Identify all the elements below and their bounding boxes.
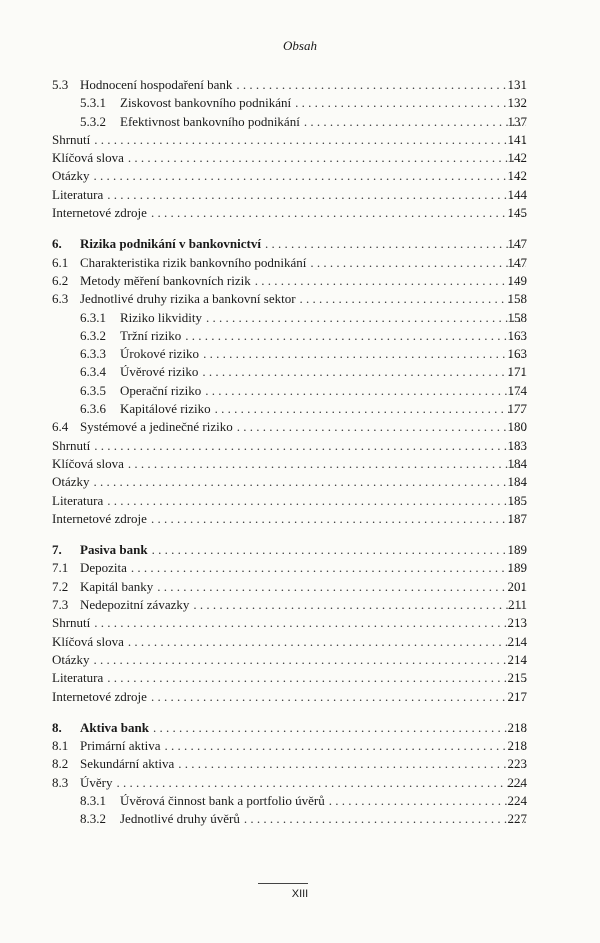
toc-entry-title: Jednotlivé druhy rizika a bankovní sektor (80, 291, 296, 307)
toc-entry-row (0, 578, 600, 596)
toc-entry-row (0, 290, 600, 308)
toc-entry-number: 6.3 (52, 291, 69, 307)
toc-entry-page: 131 (507, 77, 527, 92)
toc-entry-row (0, 327, 600, 345)
toc-entry-title: Jednotlivé druhy úvěrů (120, 811, 240, 827)
toc-entry-title: Shrnutí (52, 437, 91, 453)
toc-entry-title: Efektivnost bankovního podnikání (120, 113, 300, 129)
toc-entry-number: 7. (52, 542, 62, 558)
toc-entry-title: Rizika podnikání v bankovnictví (80, 236, 261, 252)
toc-entry-page: 147 (507, 236, 527, 252)
dot-leader (117, 774, 527, 792)
toc-entry-row (0, 792, 600, 810)
toc-entry-number: 6.3.3 (80, 346, 106, 362)
toc-entry-page: 218 (507, 738, 527, 754)
toc-entry-page: 163 (507, 327, 527, 343)
toc-entry-number: 6.1 (52, 254, 69, 270)
toc-entry-page: 185 (507, 492, 527, 508)
toc-entry-number: 8.1 (52, 738, 69, 754)
toc-entry-row (0, 596, 600, 614)
toc-entry-page: 214 (507, 633, 527, 649)
toc-entry-page: 187 (507, 510, 527, 526)
toc-entry-title: Internetové zdroje (52, 205, 147, 221)
page-header: Obsah (283, 38, 317, 53)
toc-entry-title: Depozita (80, 560, 127, 576)
toc-entry-row (0, 614, 600, 632)
toc-entry-row (0, 737, 600, 755)
dot-leader (151, 204, 526, 222)
toc-entry-number: 8.3.1 (80, 792, 106, 808)
toc-entry-title: Otázky (52, 651, 90, 667)
toc-entry-row (0, 669, 600, 687)
toc-entry-row (0, 437, 600, 455)
toc-entry-number: 6. (52, 236, 62, 252)
dot-leader (178, 755, 526, 773)
toc-entry-title: Klíčová slova (52, 150, 124, 166)
dot-leader (128, 633, 526, 651)
toc-entry-row (0, 559, 600, 577)
dot-leader (193, 596, 526, 614)
toc-entry-title: Otázky (52, 168, 90, 184)
toc-entry-title: Charakteristika rizik bankovního podnikání (80, 254, 307, 270)
toc-entry-page: 224 (507, 774, 527, 790)
toc-entry-number: 8.3.2 (80, 811, 106, 827)
toc-entry-number: 6.3.5 (80, 382, 106, 398)
dot-leader (94, 437, 526, 455)
toc-entry-page: 213 (507, 615, 527, 631)
toc-entry-row (0, 455, 600, 473)
toc-entry-title: Aktiva bank (80, 719, 149, 735)
toc-chapter-row (0, 235, 600, 253)
toc-entry-title: Riziko likvidity (120, 309, 202, 325)
dot-leader (151, 688, 526, 706)
toc-entry-title: Nedepozitní závazky (80, 597, 190, 613)
toc-chapter-row (0, 719, 600, 737)
toc-entry-page: 158 (507, 309, 527, 325)
section-gap (0, 706, 600, 719)
dot-leader (94, 167, 526, 185)
dot-leader (202, 363, 526, 381)
toc-entry-number: 6.3.2 (80, 327, 106, 343)
toc-entry-page: 171 (507, 364, 527, 380)
toc-entry-title: Úvěrové riziko (120, 364, 199, 380)
dot-leader (153, 719, 526, 737)
toc-entry-row (0, 309, 600, 327)
toc-entry-number: 8.3 (52, 774, 69, 790)
toc-entry-page: 183 (507, 437, 527, 453)
toc-entry-page: 174 (507, 382, 527, 398)
toc-entry-number: 8. (52, 719, 62, 735)
toc-entry-number: 6.4 (52, 419, 69, 435)
dot-leader (157, 578, 526, 596)
toc-entry-page: 184 (507, 474, 527, 490)
dot-leader (185, 327, 526, 345)
toc-entry-title: Sekundární aktiva (80, 756, 175, 772)
toc-entry-page: 142 (507, 168, 527, 184)
toc-entry-page: 201 (507, 578, 527, 594)
toc-entry-row (0, 94, 600, 112)
dot-leader (205, 382, 526, 400)
page-number: XIII (291, 888, 309, 900)
toc-entry-title: Systémové a jedinečné riziko (80, 419, 233, 435)
toc-entry-number: 7.1 (52, 560, 69, 576)
toc-entry-title: Úvěrová činnost bank a portfolio úvěrů (120, 792, 325, 808)
toc-entry-title: Hodnocení hospodaření bank (80, 77, 233, 92)
toc-entry-page: 211 (507, 597, 527, 613)
toc-entry-number: 5.3.2 (80, 113, 106, 129)
toc-entry-row (0, 382, 600, 400)
toc-entry-row (0, 688, 600, 706)
dot-leader (131, 559, 526, 577)
toc-entry-page: 218 (507, 719, 527, 735)
footer-rule (258, 883, 308, 884)
toc-entry-page: 149 (507, 272, 527, 288)
toc-entry-title: Klíčová slova (52, 633, 124, 649)
toc-entry-page: 177 (507, 401, 527, 417)
section-gap (0, 222, 600, 235)
toc-entry-title: Literatura (52, 670, 104, 686)
dot-leader (94, 131, 526, 149)
toc-entry-row (0, 149, 600, 167)
toc-entry-page: 142 (507, 150, 527, 166)
toc-entry-title: Primární aktiva (80, 738, 161, 754)
toc-entry-page: 147 (507, 254, 527, 270)
toc-entry-number: 6.3.1 (80, 309, 106, 325)
toc-entry-page: 132 (507, 95, 527, 111)
toc-entry-title: Literatura (52, 492, 104, 508)
toc-entry-row (0, 204, 600, 222)
toc-entry-page: 141 (507, 131, 527, 147)
toc-entry-number: 7.3 (52, 597, 69, 613)
toc-entry-page: 144 (507, 186, 527, 202)
toc-entry-row (0, 113, 600, 131)
toc-entry-row (0, 131, 600, 149)
toc-entry-page: 189 (507, 560, 527, 576)
toc-entry-row (0, 186, 600, 204)
toc-entry-title: Literatura (52, 186, 104, 202)
dot-leader (236, 76, 526, 94)
toc-entry-title: Úrokové riziko (120, 346, 200, 362)
toc-entry-title: Internetové zdroje (52, 510, 147, 526)
toc-entry-number: 8.2 (52, 756, 69, 772)
toc-entry-row (0, 473, 600, 491)
toc-entry-row (0, 810, 600, 828)
dot-leader (244, 810, 526, 828)
toc-entry-page: 137 (507, 113, 527, 129)
dot-leader (107, 186, 526, 204)
toc-entry-title: Shrnutí (52, 615, 91, 631)
toc-entry-row (0, 167, 600, 185)
toc-entry-row (0, 774, 600, 792)
dot-leader (94, 651, 526, 669)
dot-leader (151, 510, 526, 528)
toc-entry-title: Otázky (52, 474, 90, 490)
toc-entry-row (0, 76, 600, 94)
toc-entry-row (0, 345, 600, 363)
section-gap (0, 528, 600, 541)
toc-entry-page: 189 (507, 542, 527, 558)
toc-entry-row (0, 400, 600, 418)
toc-entry-page: 223 (507, 756, 527, 772)
toc-entry-row (0, 254, 600, 272)
toc-entry-row (0, 418, 600, 436)
toc-entry-number: 6.2 (52, 272, 69, 288)
toc-entry-page: 163 (507, 346, 527, 362)
toc-entry-row (0, 633, 600, 651)
toc-entry-number: 7.2 (52, 578, 69, 594)
toc-entry-title: Klíčová slova (52, 455, 124, 471)
dot-leader (107, 492, 526, 510)
toc-entry-page: 180 (507, 419, 527, 435)
toc-entry-title: Ziskovost bankovního podnikání (120, 95, 292, 111)
toc-entry-title: Kapitál banky (80, 578, 154, 594)
dot-leader (128, 455, 526, 473)
toc-entry-title: Operační riziko (120, 382, 202, 398)
toc-entry-row (0, 363, 600, 381)
toc-entry-page: 158 (507, 291, 527, 307)
toc-entry-title: Úvěry (80, 774, 113, 790)
dot-leader (94, 473, 526, 491)
dot-leader (152, 541, 526, 559)
toc-entry-page: 215 (507, 670, 527, 686)
toc-entry-number: 5.3.1 (80, 95, 106, 111)
toc-entry-row (0, 492, 600, 510)
dot-leader (165, 737, 526, 755)
toc-entry-title: Internetové zdroje (52, 688, 147, 704)
dot-leader (203, 345, 526, 363)
toc-entry-number: 6.3.6 (80, 401, 106, 417)
toc-entry-page: 145 (507, 205, 527, 221)
toc-entry-row (0, 755, 600, 773)
toc-entry-row (0, 510, 600, 528)
toc-entry-title: Metody měření bankovních rizik (80, 272, 251, 288)
toc-entry-title: Tržní riziko (120, 327, 182, 343)
dot-leader (94, 614, 526, 632)
toc-entry-page: 224 (507, 792, 527, 808)
dot-leader (215, 400, 526, 418)
dot-leader (255, 272, 526, 290)
dot-leader (237, 418, 526, 436)
toc-entry-row (0, 272, 600, 290)
toc-entry-title: Shrnutí (52, 131, 91, 147)
toc-entry-number: 5.3 (52, 77, 69, 92)
toc-entry-title: Kapitálové riziko (120, 401, 211, 417)
toc-entry-page: 217 (507, 688, 527, 704)
toc-entry-row (0, 651, 600, 669)
toc-entry-number: 6.3.4 (80, 364, 106, 380)
dot-leader (128, 149, 526, 167)
toc-entry-page: 184 (507, 455, 527, 471)
toc-entry-title: Pasiva bank (80, 542, 148, 558)
toc-entry-page: 214 (507, 651, 527, 667)
toc-chapter-row (0, 541, 600, 559)
dot-leader (206, 309, 526, 327)
dot-leader (107, 669, 526, 687)
toc-entry-page: 227 (507, 811, 527, 827)
table-of-contents (0, 76, 600, 829)
